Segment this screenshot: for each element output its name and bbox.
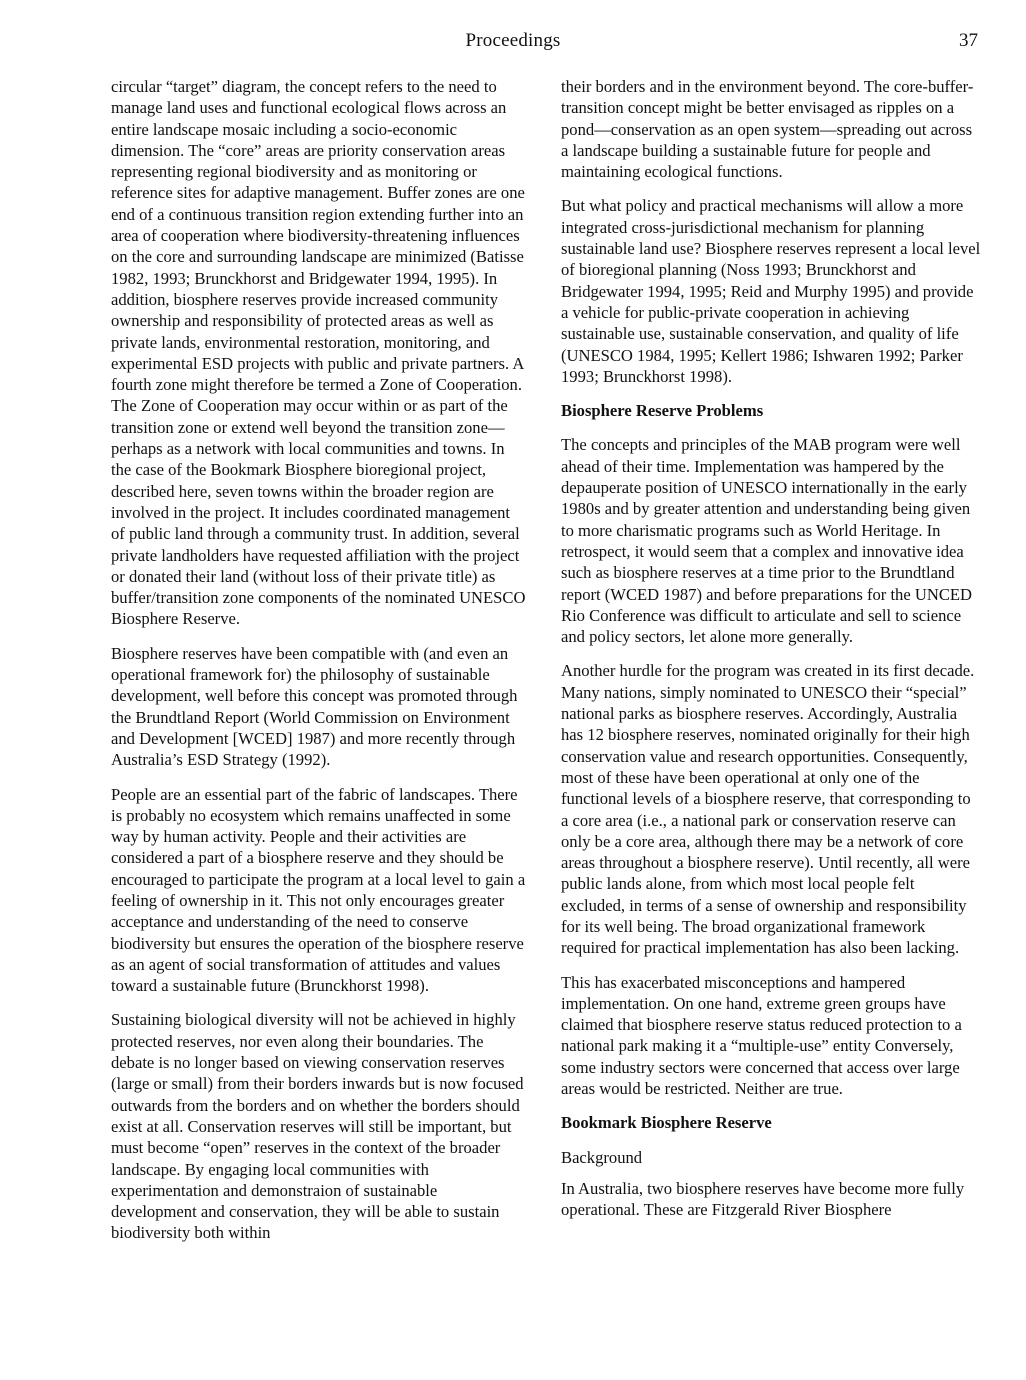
paragraph: But what policy and practical mechanisms will allow a more integrated cross-jurisdictional mechanism for planning sustainable land use? Biosphere reserves represent a local level of bioregional planning (Noss 1993; Brunckhorst and Bridgewater 1994, 1995; Reid and Murphy 1995) and provide a vehicle for public-private cooperation in achieving sustainable use, sustainable conservation, and quality of life (UNESCO 1984, 1995; Kellert 1986; Ishwaren 1992; Parker 1993; Brunckhorst 1998). <box>561 196 981 386</box>
section-heading: Bookmark Biosphere Reserve <box>561 1113 772 1133</box>
paragraph: People are an essential part of the fabric of landscapes. There is probably no ecosystem which remains unaffected in some way by human activity. People and their activities are considered a part of a biosphere reserve and they should be encouraged to participate the program at a local level to gain a feeling of ownership in it. This not only encourages greater acceptance and understanding of the need to conserve biodiversity but ensures the operation of the biosphere reserve as an agent of social transformation of attitudes and values toward a sustainable future (Brunckhorst 1998). <box>111 784 526 996</box>
paragraph: Sustaining biological diversity will not be achieved in highly protected reserves, nor even along their boundaries. The debate is no longer based on viewing conservation reserves (large or small) from their borders inwards but is now focused outwards from the borders and on whether the borders should exist at all. Conservation reserves will still be important, but must become “open” reserves in the context of the broader landscape. By engaging local communities with experimentation and demonstraion of sustainable development and conservation, they will be able to sustain biodiversity both within <box>111 1010 524 1243</box>
paragraph: The concepts and principles of the MAB program were well ahead of their time. Implementation was hampered by the depauperate position of UNESCO internationally in the early 1980s and by greater attention and understanding being given to more charismatic programs such as World Heritage. In retrospect, it would seem that a complex and innovative idea such as biosphere reserves at a time prior to the Brundtland report (WCED 1987) and before preparations for the UNCED Rio Conference was difficult to articulate and sell to science and policy sectors, let alone more generally. <box>561 435 973 647</box>
paragraph: In Australia, two biosphere reserves have become more fully operational. These are Fitzgerald River Biosphere <box>561 1178 965 1220</box>
paragraph: circular “target” diagram, the concept refers to the need to manage land uses and functional ecological flows across an entire landscape mosaic including a socio-economic dimension. The “core” areas are priority conservation areas representing regional biodiversity and as monitoring or reference sites for adaptive management. Buffer zones are one end of a continuous transition region extending further into an area of cooperation where biodiversity-threatening influences on the core and surrounding landscape are minimized (Batisse 1982, 1993; Brunckhorst and Bridgewater 1994, 1995). In addition, biosphere reserves provide increased community ownership and responsibility of protected areas as well as private lands, environmental restoration, monitoring, and experimental ESD projects with public and private partners. A fourth zone might therefore be termed a Zone of Cooperation. The Zone of Cooperation may occur within or as part of the transition zone or extend well beyond the transition zone—perhaps as a network with local communities and towns. In the case of the Bookmark Biosphere bioregional project, described here, seven towns within the broader region are involved in the project. It includes coordinated management of public land through a community trust. In addition, several private landholders have requested affiliation with the project or donated their land (without loss of their private title) as buffer/transition zone components of the nominated UNESCO Biosphere Reserve. <box>111 77 526 629</box>
paragraph: This has exacerbated misconceptions and hampered implementation. On one hand, extreme green groups have claimed that biosphere reserve status reduced protection to a national park making it a “multiple-use” entity Conversely, some industry sectors were concerned that access over large areas would be restricted. Neither are true. <box>561 972 962 1099</box>
section-heading: Biosphere Reserve Problems <box>561 401 764 421</box>
paragraph: Another hurdle for the program was created in its first decade. Many nations, simply nominated to UNESCO their “special” national parks as biosphere reserves. Accordingly, Australia has 12 biosphere reserves, nominated originally for their high conservation value and research opportunities. Consequently, most of these have been operational at only one of the functional levels of a biosphere reserve, that corresponding to a core area (i.e., a national park or conservation reserve can only be a core area, although there may be a network of core areas throughout a biosphere reserve). Until recently, all were public lands alone, from which most local people felt excluded, in terms of a sense of ownership and responsibility for its well being. The broad organizational framework required for practical implementation has also been lacking. <box>561 661 975 958</box>
paragraph: their borders and in the environment beyond. The core-buffer-transition concept might be better envisaged as ripples on a pond—conservation as an open system—spreading out across a landscape building a sustainable future for people and maintaining ecological functions. <box>561 77 974 182</box>
running-title: Proceedings <box>465 30 561 51</box>
page-number: 37 <box>959 30 978 51</box>
paragraph: Biosphere reserves have been compatible with (and even an operational framework for) the philosophy of sustainable development, well before this concept was promoted through the Brundtland Report (World Commission on Environment and Development [WCED] 1987) and more recently through Australia’s ESD Strategy (1992). <box>111 643 518 770</box>
subsection-heading: Background <box>561 1147 643 1167</box>
left-column <box>111 76 527 1257</box>
right-column <box>561 76 981 1234</box>
